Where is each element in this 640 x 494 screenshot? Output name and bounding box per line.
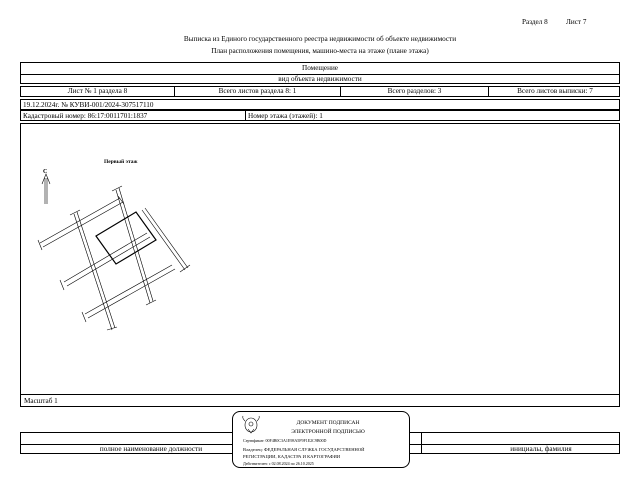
cadastral-number: Кадастровый номер: 86:17:0011701:1837 [23,111,148,120]
initials-caption: инициалы, фамилия [510,445,572,453]
stamp-line1: ДОКУМЕНТ ПОДПИСАН [296,420,360,426]
floor-number: Номер этажа (этажей): 1 [248,111,323,120]
stamp-validity: Действителен: с 02.08.2024 по 26.10.2025 [243,461,314,466]
total-sheets-extract: Всего листов выписки: 7 [517,87,593,95]
doc-number: 19.12.2024г. № КУВИ-001/2024-307517110 [23,100,154,109]
object-type: Помещение [302,64,338,72]
section-label: Раздел 8 [522,18,548,26]
north-letter: С [43,169,48,175]
stamp-line2: ЭЛЕКТРОННОЙ ПОДПИСЬЮ [291,429,365,435]
e-signature-stamp [232,411,410,468]
page-subtitle: План расположения помещения, машино-места на этаже (плане этажа) [211,47,429,55]
total-sections: Всего разделов: 3 [341,87,489,96]
stamp-certificate: Сертификат: 00F4B0C3A1E98A5F9F1E2C9B00D [243,438,327,443]
position-caption: полное наименование должности [99,445,203,453]
page-title: Выписка из Единого государственного реестра недвижимости об объекте недвижимости [183,35,457,43]
scale-label: Масштаб 1 [24,397,58,405]
stamp-owner: Владелец: ФЕДЕРАЛЬНАЯ СЛУЖБА ГОСУДАРСТВЕННОЙ [243,447,365,452]
floor-label: Первый этаж [104,159,138,165]
stamp-owner2: РЕГИСТРАЦИИ, КАДАСТРА И КАРТОГРАФИИ [243,454,341,459]
total-sheets-section: Всего листов раздела 8: 1 [175,87,341,96]
sheet-label: Лист 7 [566,18,587,26]
plan-walls [38,186,190,330]
sheet-of-section: Лист № 1 раздела 8 [21,87,175,96]
object-type-caption: вид объекта недвижимости [278,74,362,83]
north-arrow-icon [42,174,50,204]
